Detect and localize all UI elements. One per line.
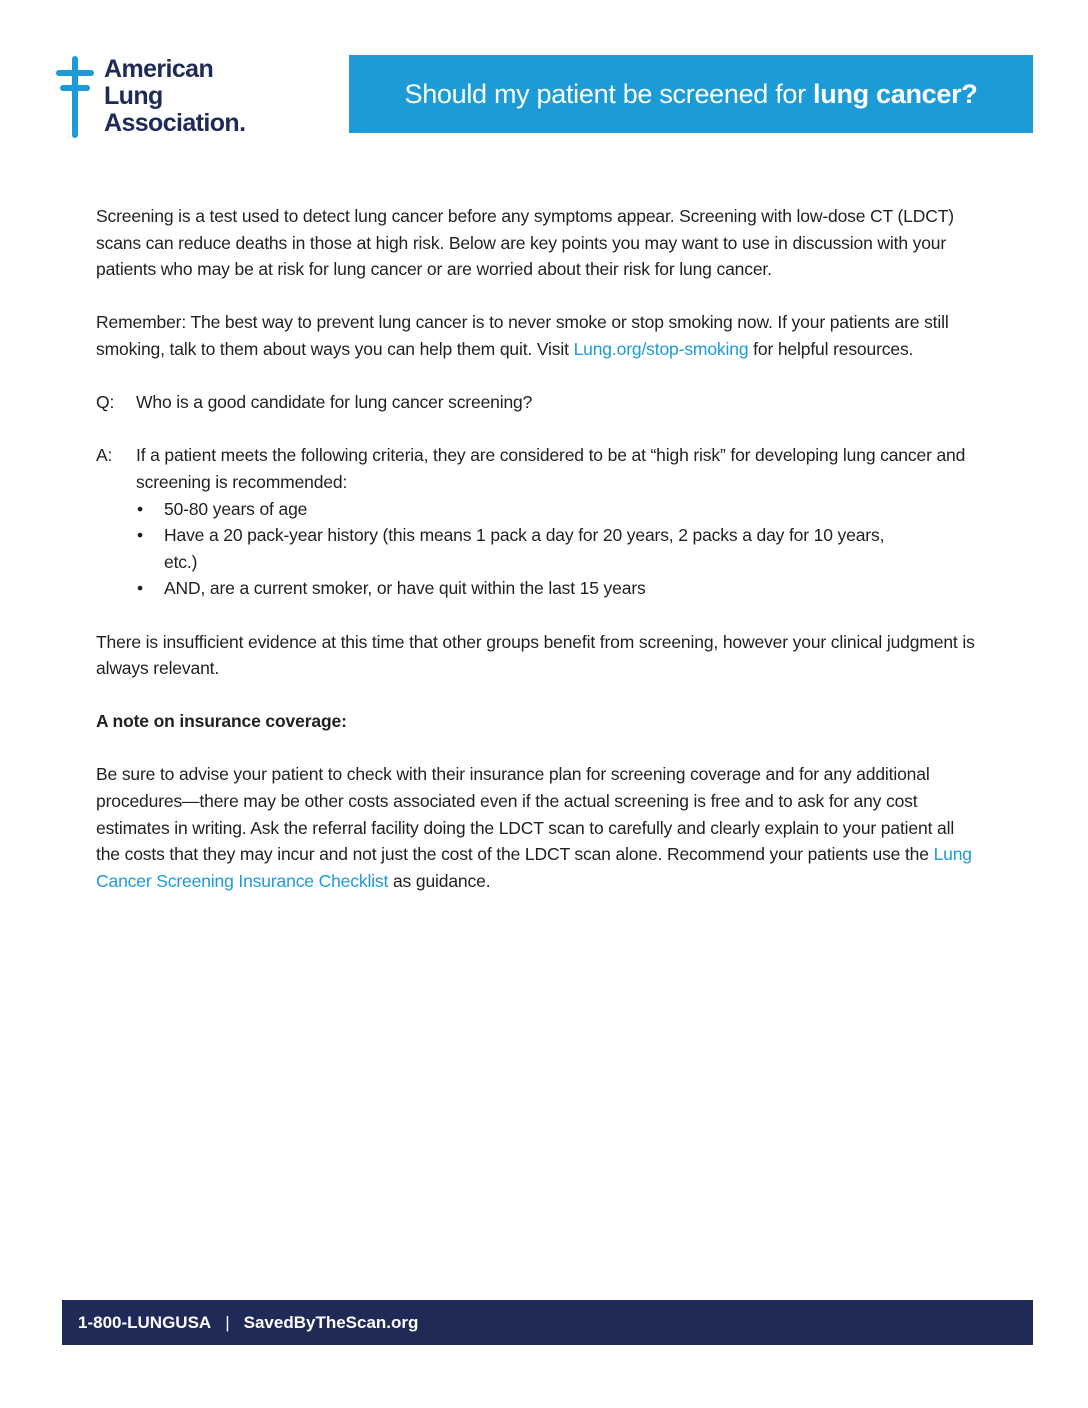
- answer-block: [96, 442, 976, 602]
- question-block: [96, 389, 976, 416]
- insurance-checklist-link[interactable]: Lung Cancer Screening Insurance Checklist: [96, 844, 972, 891]
- list-item: • Have a 20 pack-year history (this means 1 pack a day for 20 years, 2 packs a day for 10 years, etc.): [164, 522, 976, 575]
- insurance-text: Be sure to advise your patient to check with their insurance plan for screening coverage and for any additional procedures—there may be other costs associated even if the actual screening is free and to ask for any cost estimates in writing. Ask the referral facility doing the LDCT scan to carefully and clearly explain to your patient all the costs that they may incur and not just the cost of the LDCT scan alone. Recommend your patients use the: [96, 764, 955, 865]
- footer-bar: [62, 1300, 1033, 1345]
- document-body: [96, 203, 976, 894]
- logo-wordmark: [104, 56, 245, 137]
- answer-text: If a patient meets the following criteria, they are considered to be at “high risk” for developing lung cancer and screening is recommended:: [136, 445, 966, 492]
- evidence-paragraph: There is insufficient evidence at this time that other groups benefit from screening, however your clinical judgment is always relevant.: [96, 631, 975, 679]
- remember-text: Remember: The best way to prevent lung cancer is to never smoke or stop smoking now. If your patients are still smoking, talk to them about ways you can help them quit. Visit: [96, 312, 949, 359]
- logo-dot: .: [239, 109, 246, 137]
- banner-text-regular: Should my patient be screened for: [404, 78, 806, 109]
- criteria-list: [136, 496, 976, 602]
- question-label: Q:: [96, 392, 115, 413]
- question-text: Who is a good candidate for lung cancer screening?: [136, 392, 533, 413]
- intro-paragraph: Screening is a test used to detect lung cancer before any symptoms appear. Screening with low-dose CT (LDCT) scans can reduce deaths in those at high risk. Below are key points you may want to use in discussion with your patients who may be at risk for lung cancer or are worried about their risk for lung cancer.: [96, 206, 954, 280]
- footer-website-link[interactable]: SavedByTheScan.org: [243, 1312, 419, 1332]
- american-lung-association-logo: [56, 56, 276, 142]
- header-banner: [349, 55, 1033, 133]
- logo-line-2: Lung: [104, 82, 163, 110]
- insurance-heading: A note on insurance coverage:: [96, 711, 347, 732]
- logo-line-1: American: [104, 55, 214, 83]
- stop-smoking-link[interactable]: Lung.org/stop-smoking: [573, 338, 749, 359]
- banner-text-bold: lung cancer?: [813, 78, 978, 109]
- list-item: • AND, are a current smoker, or have quit within the last 15 years: [164, 575, 976, 602]
- footer-separator: |: [225, 1312, 230, 1332]
- remember-after: for helpful resources.: [748, 338, 914, 359]
- remember-paragraph: [96, 309, 976, 362]
- insurance-after: as guidance.: [388, 870, 491, 891]
- footer-phone[interactable]: 1-800-LUNGUSA: [78, 1312, 212, 1332]
- list-item: • 50-80 years of age: [164, 496, 976, 523]
- answer-label: A:: [96, 445, 113, 466]
- insurance-paragraph: [96, 761, 976, 894]
- double-cross-icon: [56, 56, 96, 138]
- logo-line-3: Association: [104, 109, 240, 137]
